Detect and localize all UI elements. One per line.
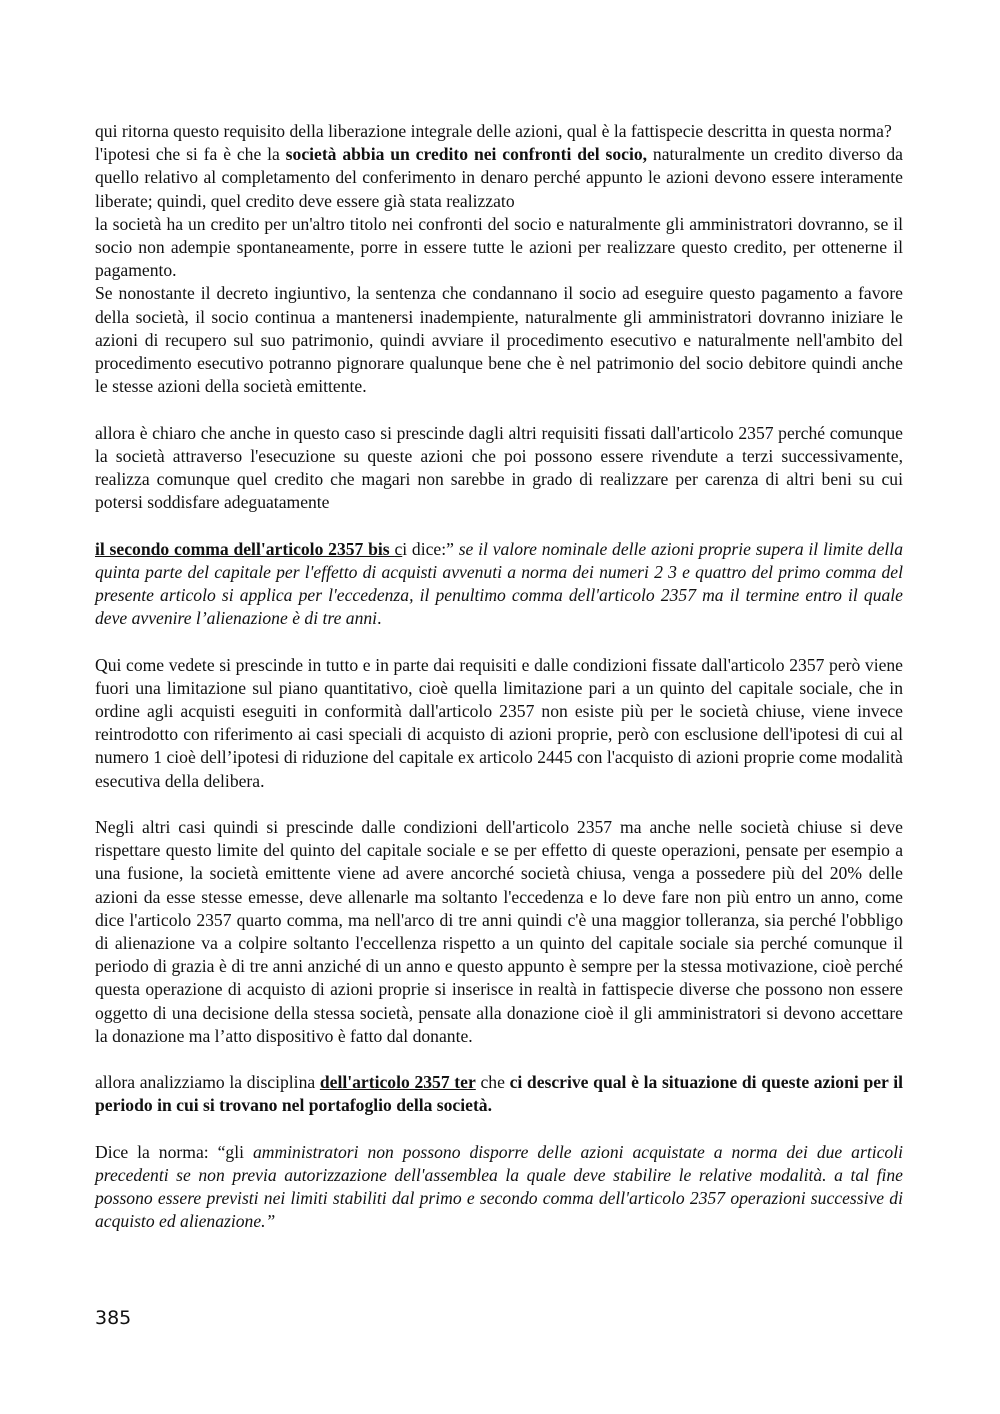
paragraph-6-heading: il secondo comma dell'articolo 2357 bis	[95, 538, 395, 559]
paragraph-1: qui ritorna questo requisito della liberazione integrale delle azioni, qual è la fattispecie descritta in questa norma?	[95, 121, 892, 141]
paragraph-gap	[95, 1048, 903, 1071]
paragraph-6	[95, 538, 903, 631]
paragraph-10-lead: Dice la norma: “gli	[95, 1141, 253, 1162]
paragraph-gap	[95, 1118, 903, 1141]
paragraph-2	[95, 143, 903, 213]
paragraph-7: Qui come vedete si prescinde in tutto e in parte dai requisiti e dalle condizioni fissate dall'articolo 2357 però viene fuori una limitazione sul piano quantitativo, cioè quella limitazione pari a un quinto del capitale sociale, che in ordine agli acquisti eseguiti in conformità dall'articolo 2357 non esiste più per le società chiuse, viene invece reintrodotto con riferimento ai casi speciali di acquisto di azioni proprie, però con esclusione dell'ipotesi di cui al numero 1 cioè dell’ipotesi di riduzione del capitale ex articolo 2445 con l'acquisto di azioni proprie come modalità esecutiva della delibera.	[95, 654, 903, 791]
paragraph-10-quote: amministratori non possono disporre delle azioni acquistate a norma dei due articoli precedenti se non previa autorizzazione dell'assemblea la quale deve stabilire le relative modalità. a tal fine possono essere previsti nei limiti stabiliti dal primo e secondo comma dell'articolo 2357 operazioni successive di acquisto ed alienazione.”	[95, 1141, 903, 1232]
paragraph-4: Se nonostante il decreto ingiuntivo, la sentenza che condannano il socio ad eseguire questo pagamento a favore della società, il socio continua a mantenersi inadempiente, naturalmente gli amministratori dovranno iniziare le azioni di recupero sul suo patrimonio, quindi avviare il procedimento esecutivo e naturalmente nell'ambito del procedimento esecutivo potranno pignorare qualunque bene che è nel patrimonio del socio debitore quindi anche le stesse azioni della società emittente.	[95, 283, 903, 397]
paragraph-6-quote: se il valore nominale delle azioni proprie supera il limite della quinta parte del capitale per l'effetto di acquisti avvenuti a norma dei numeri 2 3 e quattro del primo comma del presente articolo si applica per l'eccedenza, il penultimo comma dell'articolo 2357 ma il termine entro il quale deve avvenire l’alienazione è di tre anni	[95, 538, 903, 629]
paragraph-6-underlined-letter: c	[394, 538, 403, 559]
paragraph-gap	[95, 630, 903, 653]
paragraph-gap	[95, 793, 903, 816]
paragraph-5: allora è chiaro che anche in questo caso si prescinde dagli altri requisiti fissati dall'articolo 2357 perché comunque la società attraverso l'esecuzione su queste azioni che poi possono essere rivendute a terzi successivamente, realizza comunque quel credito che magari non sarebbe in grado di realizzare per carenza di altri beni su cui potersi soddisfare adeguatamente	[95, 422, 903, 513]
paragraph-2-rest: naturalmente un credito diverso da quello relativo al completamento del conferimento in denaro perché appunto le azioni devono essere interamente liberate; quindi, quel credito deve essere già stata realizzato	[95, 144, 903, 211]
page-number: 385	[95, 1307, 132, 1329]
paragraph-6-end: .	[377, 608, 382, 629]
paragraph-9-article-reference: dell'articolo 2357 ter	[319, 1072, 476, 1093]
paragraph-gap	[95, 398, 903, 421]
paragraph-10	[95, 1141, 903, 1234]
paragraph-9-mid: che	[475, 1072, 510, 1093]
paragraph-gap	[95, 514, 903, 537]
page-body	[95, 120, 903, 1234]
paragraph-9	[95, 1071, 903, 1117]
paragraph-8: Negli altri casi quindi si prescinde dalle condizioni dell'articolo 2357 ma anche nelle società chiuse si deve rispettare questo limite del quinto del capitale sociale e se per effetto di queste operazioni, pensate per esempio a una fusione, la società emittente viene ad avere ancorché società chiusa, venga a possedere più del 20% delle azioni da esse stesse emesse, deve allenarle ma soltanto l'eccedenza e lo deve fare non più entro un anno, come dice l'articolo 2357 quarto comma, ma nell'arco di tre anni quindi c'è una maggior tolleranza, sia perché l'obbligo di alienazione va a colpire soltanto l'eccellenza rispetto a un quinto del capitale sociale sia perché comunque il periodo di grazia è di tre anni anziché di un anno e questo appunto è sempre per la stessa motivazione, cioè perché questa operazione di acquisto di azioni proprie si inserisce in realtà in fattispecie diverse che possono non essere oggetto di una decisione della stessa società, pensate alla donazione cioè il gli amministratori si devono accettare la donazione ma l’atto dispositivo è fatto dal donante.	[95, 817, 903, 1046]
paragraph-2-lead: l'ipotesi che si fa è che la	[95, 144, 286, 165]
paragraph-3: la società ha un credito per un'altro titolo nei confronti del socio e naturalmente gli amministratori dovranno, se il socio non adempie spontaneamente, porre in essere tutte le azioni per realizzare questo credito, per ottenerne il pagamento.	[95, 213, 903, 281]
paragraph-9-bold: ci descrive qual è la situazione di queste azioni per il periodo in cui si trovano nel portafoglio della società.	[95, 1072, 903, 1116]
paragraph-2-bold: società abbia un credito nei confronti del socio,	[285, 144, 648, 165]
paragraph-6-intro: i dice:”	[402, 538, 454, 559]
paragraph-9-lead: allora analizziamo la disciplina	[95, 1072, 320, 1093]
